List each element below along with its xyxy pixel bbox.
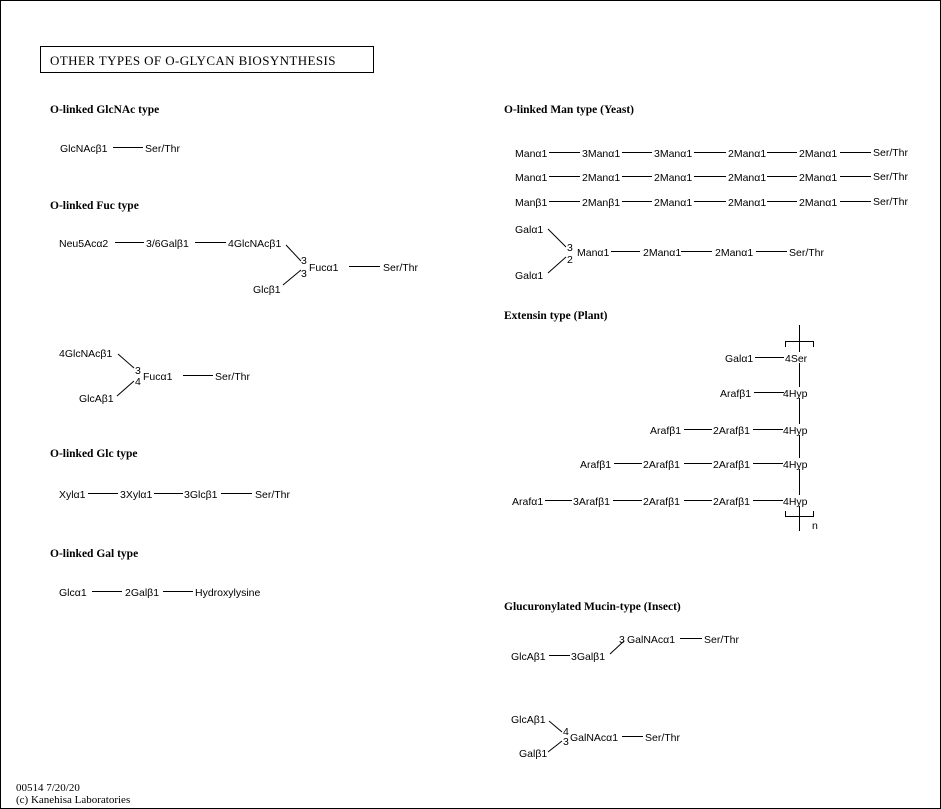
glycan-node[interactable]: Manα1 <box>515 148 548 160</box>
glycan-node[interactable]: 2Galβ1 <box>125 587 160 599</box>
glycan-node[interactable]: GalNAcα1 <box>570 732 619 744</box>
glycan-node[interactable]: Galβ1 <box>519 748 548 760</box>
glycan-node[interactable]: GlcNAcβ1 <box>60 143 108 155</box>
glycan-node[interactable]: Manβ1 <box>515 197 548 209</box>
glycan-node[interactable]: Ser/Thr <box>383 262 419 274</box>
glycan-node[interactable]: 3Arafβ1 <box>573 496 610 508</box>
glycan-node[interactable]: Arafβ1 <box>650 425 682 437</box>
glycan-node[interactable]: 4Hyp <box>783 459 808 471</box>
glycan-node[interactable]: Ser/Thr <box>645 732 681 744</box>
glycan-node[interactable]: Ser/Thr <box>789 247 825 259</box>
section-header-mucin: Glucuronylated Mucin-type (Insect) <box>504 601 681 613</box>
glycan-node[interactable]: 2Manα1 <box>715 247 754 259</box>
linkage-position: 3 <box>563 736 569 748</box>
glycan-node[interactable]: 3Xylα1 <box>120 489 153 501</box>
section-header-extensin: Extensin type (Plant) <box>504 310 608 322</box>
glycan-node[interactable]: Ser/Thr <box>145 143 181 155</box>
glycan-node[interactable]: 2Manα1 <box>654 197 693 209</box>
glycan-node[interactable]: Arafα1 <box>512 496 544 508</box>
section-header-gal: O-linked Gal type <box>50 548 139 560</box>
glycan-node[interactable]: 2Arafβ1 <box>713 425 750 437</box>
man-type-section <box>504 104 909 282</box>
glycosidic-link <box>548 741 562 752</box>
glycan-node[interactable]: 4GlcNAcβ1 <box>228 238 282 250</box>
glycan-node[interactable]: Galα1 <box>515 270 544 282</box>
linkage-position: 3 <box>301 255 307 267</box>
glcnac-type-section <box>50 104 181 155</box>
repeat-count: n <box>812 520 818 532</box>
linkage-position: 2 <box>567 254 573 266</box>
glycan-node[interactable]: 2Manα1 <box>728 172 767 184</box>
glycan-node[interactable]: 2Arafβ1 <box>713 496 750 508</box>
glycan-node[interactable]: 4Hyp <box>783 496 808 508</box>
glycan-node[interactable]: 2Arafβ1 <box>643 459 680 471</box>
linkage-position: 3 <box>567 242 573 254</box>
section-header-fuc: O-linked Fuc type <box>50 200 139 212</box>
glycan-node[interactable]: Glcα1 <box>59 587 87 599</box>
linkage-position: 3 <box>619 634 625 646</box>
glycan-node[interactable]: 4Hyp <box>783 388 808 400</box>
glycan-node[interactable]: 2Manα1 <box>654 172 693 184</box>
linkage-position: 4 <box>563 726 569 738</box>
linkage-position: 3 <box>301 268 307 280</box>
glycan-node[interactable]: Arafβ1 <box>580 459 612 471</box>
glycan-node[interactable]: Manα1 <box>577 247 610 259</box>
glycan-node[interactable]: 3Manα1 <box>582 148 621 160</box>
glycan-node[interactable]: Hydroxylysine <box>195 587 261 599</box>
glycan-node[interactable]: 3Manα1 <box>654 148 693 160</box>
glycan-node[interactable]: Fucα1 <box>309 262 339 274</box>
glycan-node[interactable]: 4Ser <box>785 353 808 365</box>
glycan-node[interactable]: Ser/Thr <box>873 171 909 183</box>
glycan-node[interactable]: 4Hyp <box>783 425 808 437</box>
glycan-node[interactable]: 2Manβ1 <box>582 197 621 209</box>
glycan-node[interactable]: Ser/Thr <box>215 371 251 383</box>
glycosidic-link <box>548 257 566 273</box>
glycan-node[interactable]: GlcAβ1 <box>79 393 114 405</box>
glycan-node[interactable]: Ser/Thr <box>255 489 291 501</box>
glycan-node[interactable]: 3Galβ1 <box>571 651 606 663</box>
glycan-node[interactable]: Galα1 <box>725 353 754 365</box>
section-header-man: O-linked Man type (Yeast) <box>504 104 635 116</box>
glycosidic-link <box>118 354 134 368</box>
copyright: (c) Kanehisa Laboratories <box>16 794 131 806</box>
glycosidic-link <box>283 270 301 285</box>
glycan-node[interactable]: Xylα1 <box>59 489 86 501</box>
glycan-node[interactable]: 2Manα1 <box>799 197 838 209</box>
glycan-node[interactable]: Glcβ1 <box>253 284 281 296</box>
glycosidic-link <box>548 229 566 247</box>
glycan-node[interactable]: Ser/Thr <box>873 196 909 208</box>
glycosidic-link <box>117 381 134 396</box>
glycosidic-link <box>549 721 562 732</box>
glycan-node[interactable]: GlcAβ1 <box>511 714 546 726</box>
glycan-node[interactable]: Galα1 <box>515 224 544 236</box>
glycan-node[interactable]: Manα1 <box>515 172 548 184</box>
map-id: 00514 7/20/20 <box>16 782 80 794</box>
glycan-node[interactable]: 2Manα1 <box>582 172 621 184</box>
section-header-glcnac: O-linked GlcNAc type <box>50 104 160 116</box>
glycan-node[interactable]: GlcAβ1 <box>511 651 546 663</box>
glycan-node[interactable]: 3/6Galβ1 <box>146 238 189 250</box>
glycan-node[interactable]: 2Manα1 <box>728 148 767 160</box>
glycan-node[interactable]: Ser/Thr <box>704 634 740 646</box>
glycan-node[interactable]: Neu5Acα2 <box>59 238 109 250</box>
page-title: OTHER TYPES OF O-GLYCAN BIOSYNTHESIS <box>50 53 336 68</box>
glycan-node[interactable]: Fucα1 <box>143 371 173 383</box>
glc-type-section <box>50 448 291 501</box>
glycan-node[interactable]: 2Manα1 <box>799 172 838 184</box>
glycan-node[interactable]: 2Manα1 <box>728 197 767 209</box>
linkage-position: 3 <box>135 365 141 377</box>
glycan-node[interactable]: Ser/Thr <box>873 147 909 159</box>
glycan-node[interactable]: 2Manα1 <box>643 247 682 259</box>
glycan-node[interactable]: 3Glcβ1 <box>184 489 218 501</box>
extensin-type-section <box>504 310 818 532</box>
mucin-type-section <box>504 601 740 760</box>
section-header-glc: O-linked Glc type <box>50 448 138 460</box>
glycan-node[interactable]: 2Arafβ1 <box>643 496 680 508</box>
glycan-node[interactable]: 4GlcNAcβ1 <box>59 348 113 360</box>
glycan-node[interactable]: 2Arafβ1 <box>713 459 750 471</box>
glycan-node[interactable]: GalNAcα1 <box>627 634 676 646</box>
gal-type-section <box>50 548 261 599</box>
glycosidic-link <box>286 245 301 261</box>
glycan-node[interactable]: 2Manα1 <box>799 148 838 160</box>
glycan-node[interactable]: Arafβ1 <box>720 388 752 400</box>
linkage-position: 4 <box>135 376 141 388</box>
fuc-type-section <box>50 200 419 405</box>
